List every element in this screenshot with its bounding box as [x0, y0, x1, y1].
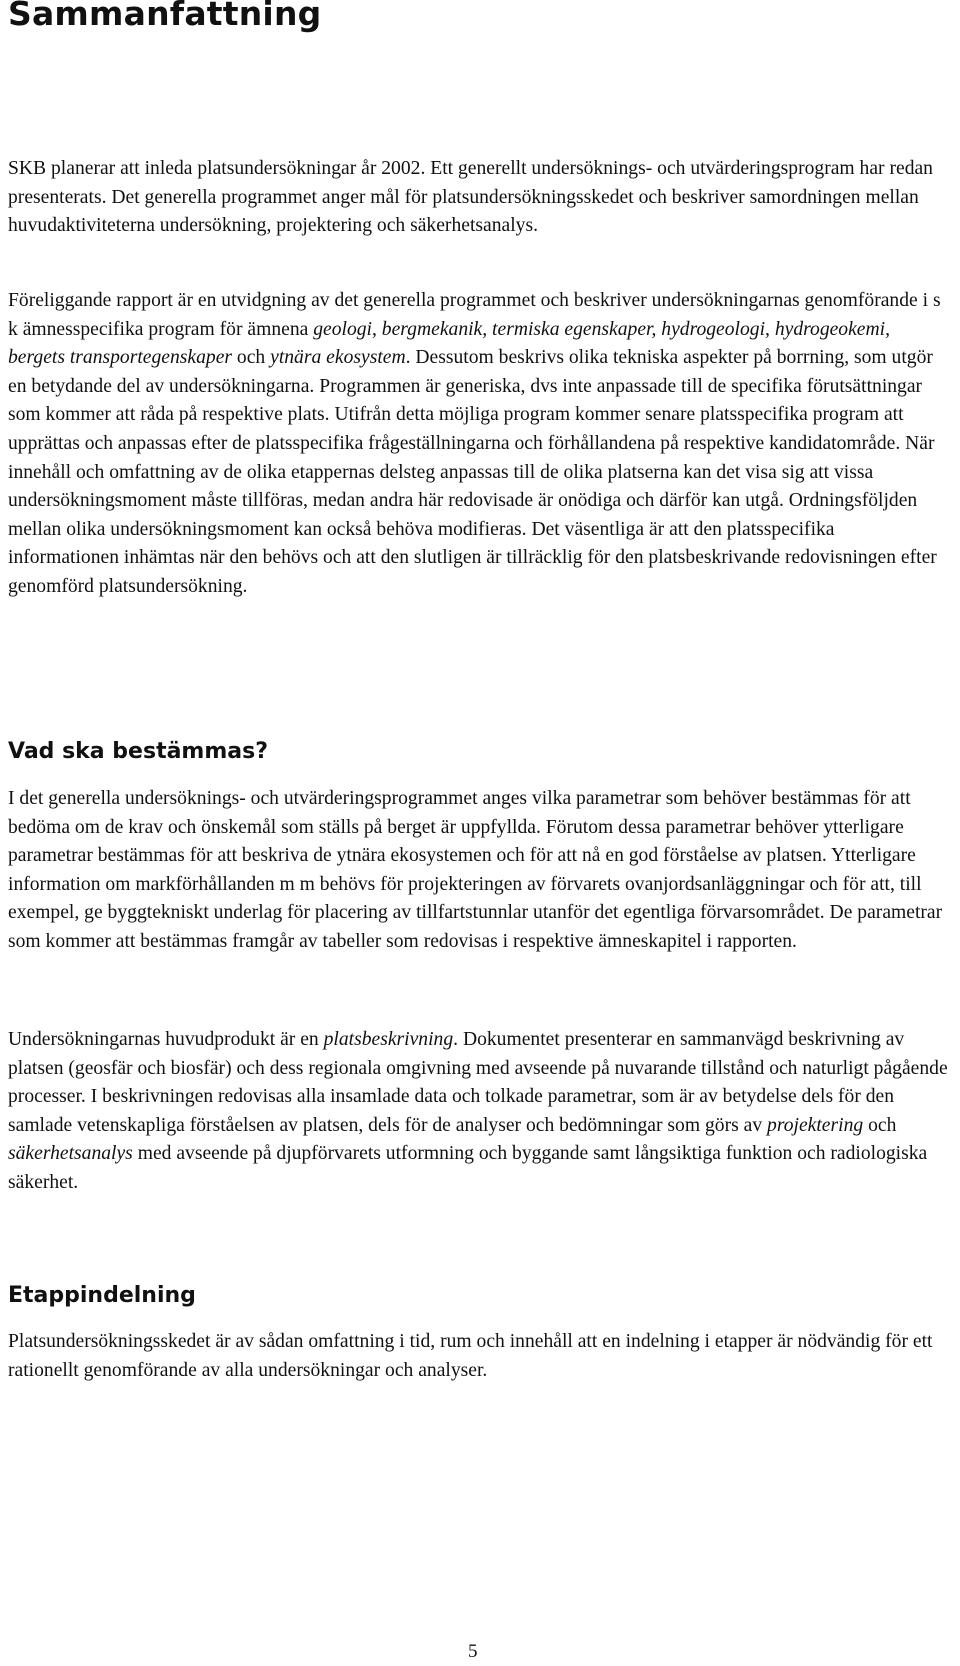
section1-p2-text-a: Undersökningarnas huvudprodukt är en — [8, 1029, 324, 1050]
intro-p2-italic-subjects: geologi, bergmekanik, termiska egenskaper, hydrogeologi, hydrogeokemi, bergets transportegenskaper — [8, 318, 890, 369]
section1-p2-text-c: . Dokumentet presenterar en sammanvägd beskrivning av platsen (geosfär och biosfär) och dess regionala omgivning med avseende på nuvarande tillstånd och naturligt pågående processer. I beskrivningen redovisas alla insamlade data och tolkade parametrar, som är av betydelse dels för den samlade vetenskapliga förståelsen av platsen, dels för de analyser och bedömningar som görs av — [8, 1029, 948, 1136]
section-heading-vad-ska-bestammas: Vad ska bestämmas? — [8, 739, 268, 764]
section1-p2-italic-platsbeskrivning: platsbeskrivning — [323, 1029, 454, 1050]
page-number: 5 — [468, 1641, 478, 1662]
section1-p2-text-e: och — [863, 1114, 897, 1136]
intro-p2-text-a: Föreliggande rapport är en utvidgning av det generella programmet och beskriver undersökningarnas genomförande i s k ämnesspecifika program för ämnena — [8, 290, 941, 340]
section1-p2-italic-sakerhetsanalys: säkerhetsanalys — [8, 1143, 133, 1165]
section-heading-etappindelning: Etappindelning — [8, 1283, 196, 1308]
intro-paragraph-2 — [8, 287, 948, 602]
intro-paragraph-1 — [8, 155, 948, 241]
section1-p2-italic-projektering: projektering — [767, 1114, 864, 1136]
section2-paragraph-1 — [8, 1328, 948, 1385]
section1-paragraph-2 — [8, 1026, 948, 1198]
page-title: Sammanfattning — [8, 0, 322, 33]
section1-paragraph-1 — [8, 785, 948, 957]
intro-paragraph-1-text: SKB planerar att inleda platsundersökningar år 2002. Ett generellt undersöknings- och utvärderingsprogram har redan presenterats. Det generella programmet anger mål för platsundersökningsskedet och beskriver samordningen mellan huvudaktiviteterna undersökning, projektering och säkerhetsanalys. — [8, 158, 933, 237]
intro-p2-text-c: och — [232, 347, 271, 369]
intro-p2-italic-ecosystem: ytnära ekosystem — [270, 347, 406, 369]
intro-p2-text-e: . Dessutom beskrivs olika tekniska aspekter på borrning, som utgör en betydande del av undersökningarna. Programmen är generiska, dvs inte anpassade till de specifika förutsättningar som kommer att råda på respektive plats. Utifrån detta möjliga program kommer senare platsspecifika program att upprättas och anpassas efter de platsspecifika frågeställningarna och förhållandena på respektive kandidatområde. När innehåll och omfattning av de olika etappernas delsteg anpassas till de olika platserna kan det visa sig att vissa undersökningsmoment måste tillföras, medan andra här redovisade är onödiga och därför kan utgå. Ordningsföljden mellan olika undersökningsmoment kan också behöva modifieras. Det väsentliga är att den platsspecifika informationen inhämtas när den behövs och att den slutligen är tillräcklig för den platsbeskrivande redovisningen efter genomförd platsundersökning. — [8, 347, 937, 597]
section2-p1-text: Platsundersökningsskedet är av sådan omfattning i tid, rum och innehåll att en indelning i etapper är nödvändig för ett rationellt genomförande av alla undersökningar och analyser. — [8, 1331, 933, 1381]
section1-p2-text-g: med avseende på djupförvarets utformning och byggande samt långsiktiga funktion och radiologiska säkerhet. — [8, 1143, 928, 1193]
section1-p1-text: I det generella undersöknings- och utvärderingsprogrammet anges vilka parametrar som behöver bestämmas för att bedöma om de krav och önskemål som ställs på berget är uppfyllda. Förutom dessa parametrar behöver ytterligare parametrar bestämmas för att beskriva de ytnära ekosystemen och för att nå en god förståelse av platsen. Ytterligare information om markförhållanden m m behövs för projekteringen av förvarets ovanjordsanläggningar och för att, till exempel, ge byggtekniskt underlag för placering av tillfartstunnlar utanför det egentliga förvarsområdet. De parametrar som kommer att bestämmas framgår av tabeller som redovisas i respektive ämneskapitel i rapporten. — [8, 788, 943, 952]
